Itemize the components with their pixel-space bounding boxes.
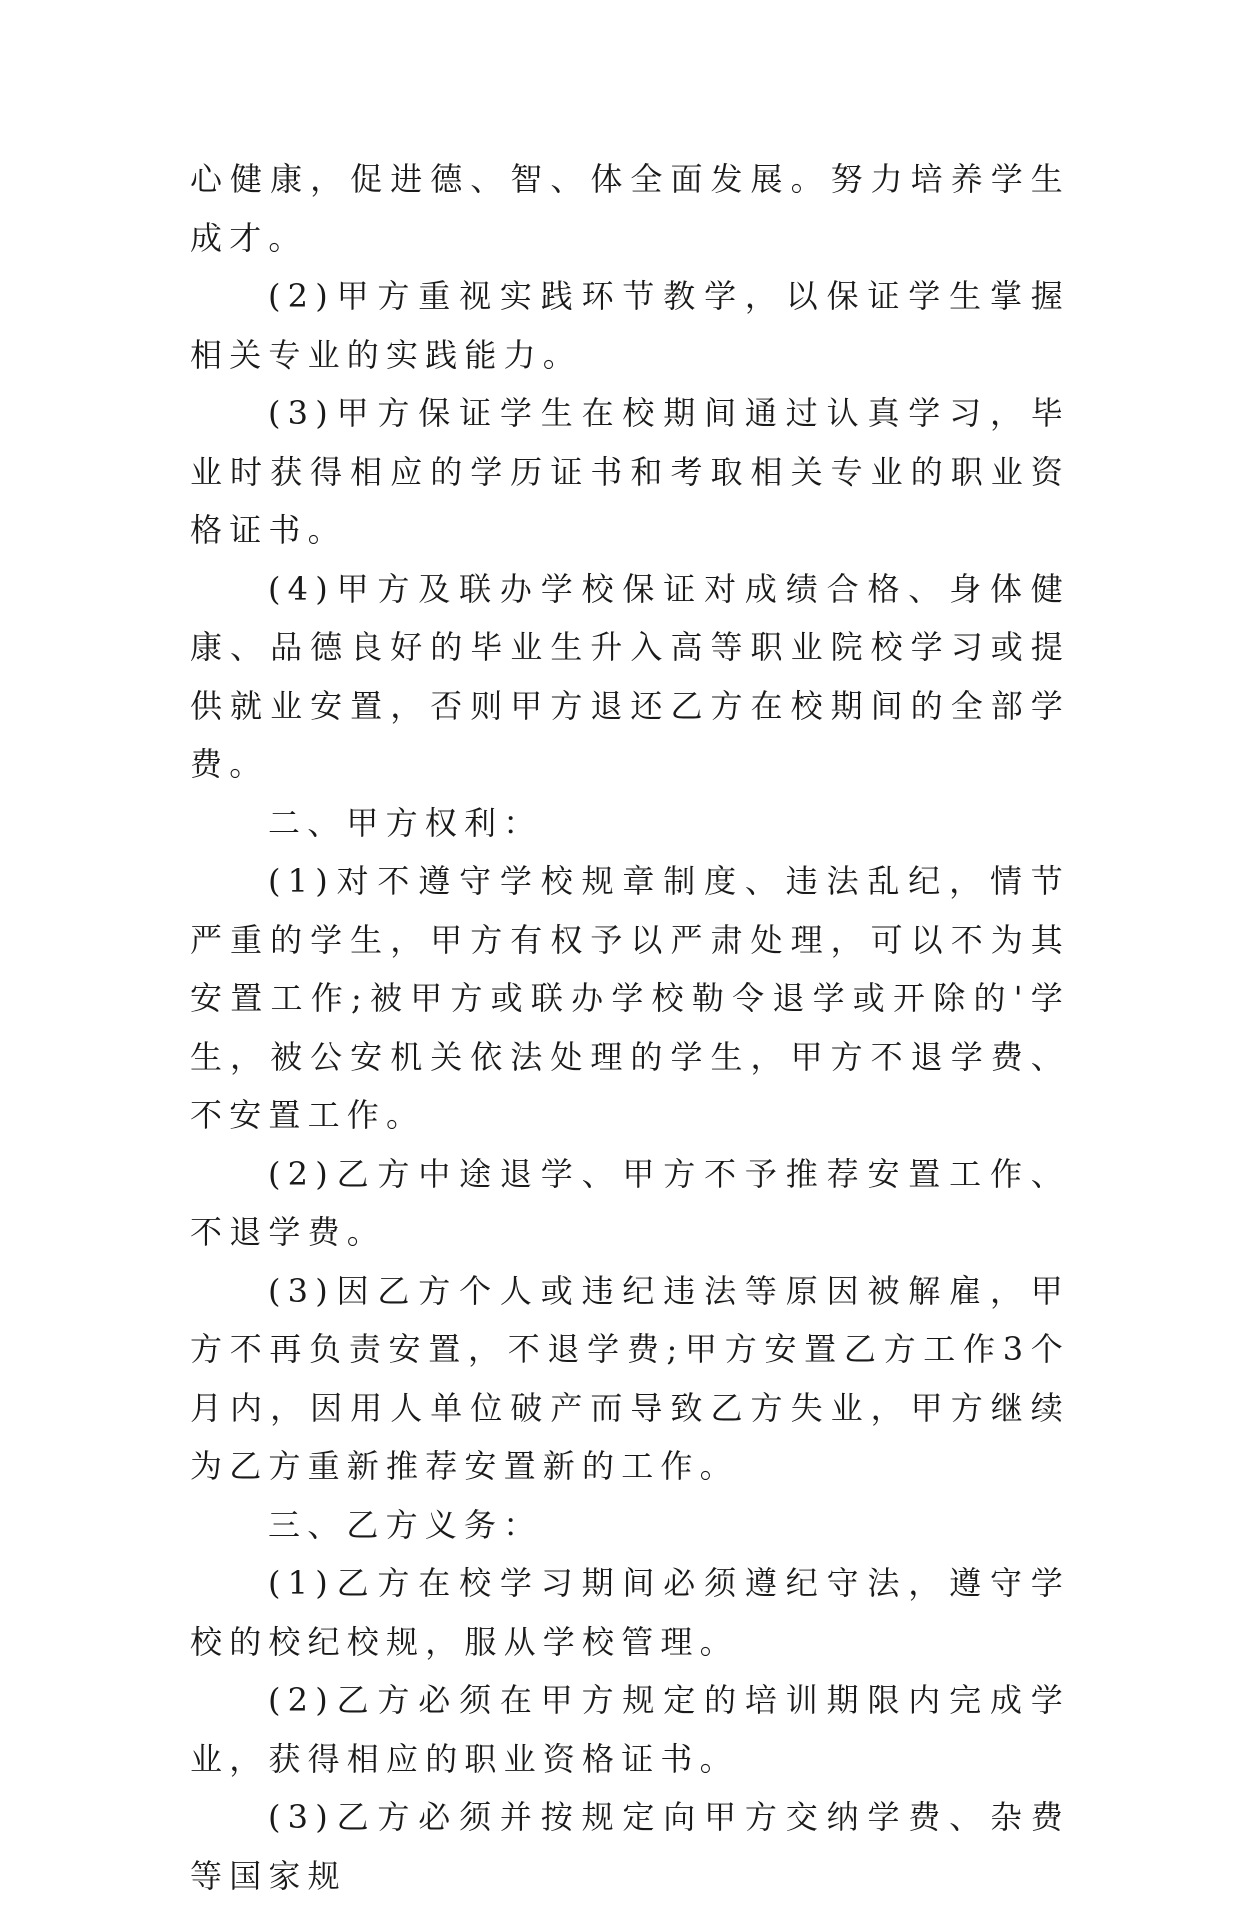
document-page: [190, 150, 1070, 1905]
paragraph-3: (3)甲方保证学生在校期间通过认真学习，毕业时获得相应的学历证书和考取相关专业的职业资格证书。: [190, 394, 1070, 549]
paragraph-1: 心健康，促进德、智、体全面发展。努力培养学生成才。: [190, 160, 1070, 257]
paragraph-8: (3)因乙方个人或违纪违法等原因被解雇，甲方不再负责安置，不退学费;甲方安置乙方工作3个月内，因用人单位破产而导致乙方失业，甲方继续为乙方重新推荐安置新的工作。: [190, 1271, 1070, 1485]
paragraph-12: (3)乙方必须并按规定向甲方交纳学费、杂费等国家规: [190, 1798, 1070, 1895]
paragraph-11: (2)乙方必须在甲方规定的培训期限内完成学业，获得相应的职业资格证书。: [190, 1681, 1070, 1778]
paragraph-6: (1)对不遵守学校规章制度、违法乱纪，情节严重的学生，甲方有权予以严肃处理，可以不为其安置工作;被甲方或联办学校勒令退学或开除的'学生，被公安机关依法处理的学生，甲方不退学费、不安置工作。: [190, 862, 1070, 1134]
paragraph-2: (2)甲方重视实践环节教学，以保证学生掌握相关专业的实践能力。: [190, 277, 1070, 374]
paragraph-10: (1)乙方在校学习期间必须遵纪守法，遵守学校的校纪校规，服从学校管理。: [190, 1564, 1070, 1661]
section-heading-party-b-obligations: 三、乙方义务：: [268, 1505, 543, 1544]
paragraph-4: (4)甲方及联办学校保证对成绩合格、身体健康、品德良好的毕业生升入高等职业院校学习或提供就业安置，否则甲方退还乙方在校期间的全部学费。: [190, 569, 1070, 783]
paragraph-7: (2)乙方中途退学、甲方不予推荐安置工作、不退学费。: [190, 1154, 1070, 1251]
section-heading-party-a-rights: 二、甲方权利：: [268, 803, 543, 842]
